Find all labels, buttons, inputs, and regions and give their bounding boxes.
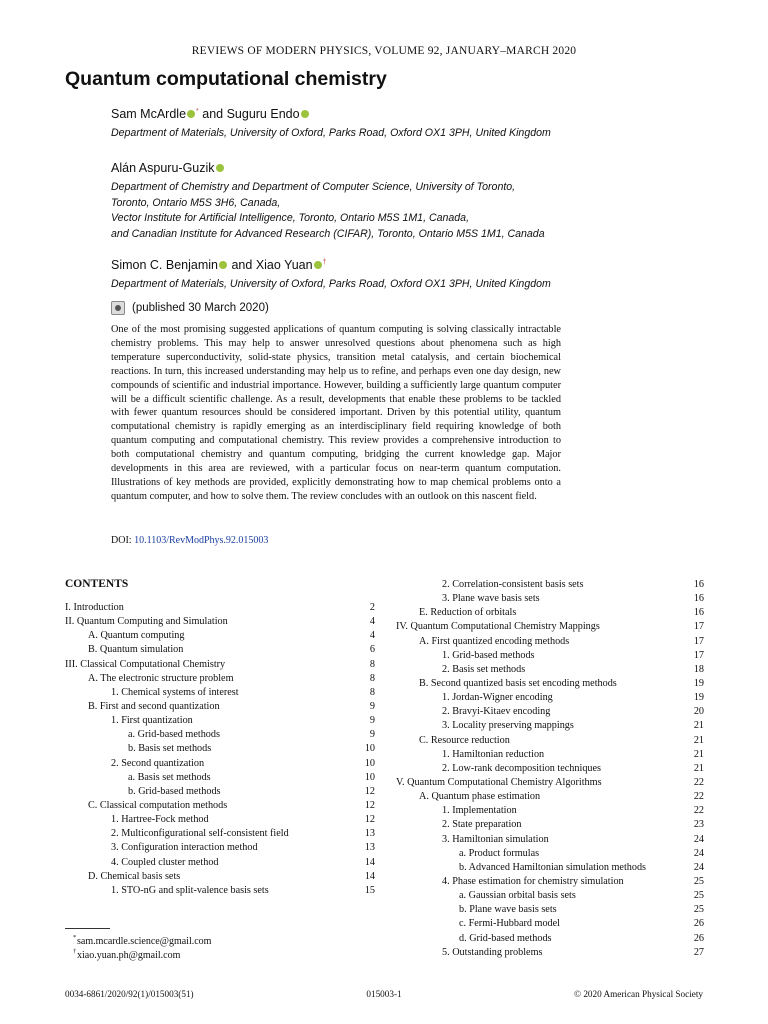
toc-entry-page: 25 (693, 904, 704, 916)
toc-entry[interactable] (65, 742, 375, 756)
toc-entry-page: 17 (693, 649, 704, 661)
toc-entry-page: 4 (369, 616, 375, 628)
toc-entry[interactable] (396, 734, 704, 748)
footnote-mark: * (196, 107, 199, 115)
toc-entry[interactable] (65, 658, 375, 672)
toc-entry-label: a. Product formulas (459, 847, 540, 859)
toc-entry-label: 1. Hartree-Fock method (111, 814, 209, 826)
toc-entry[interactable] (396, 917, 704, 931)
affiliation-line: Toronto, Ontario M5S 3H6, Canada, (111, 196, 281, 209)
toc-entry-label: 1. First quantization (111, 715, 193, 727)
toc-entry[interactable] (396, 606, 704, 620)
toc-entry[interactable] (396, 903, 704, 917)
toc-entry[interactable] (396, 762, 704, 776)
toc-entry[interactable] (396, 861, 704, 875)
toc-entry[interactable] (65, 643, 375, 657)
toc-entry[interactable] (396, 677, 704, 691)
affiliation-line: Department of Chemistry and Department of Computer Science, University of Toronto, (111, 181, 516, 193)
footnote-divider (65, 928, 110, 929)
toc-entry[interactable] (396, 790, 704, 804)
toc-entry-page: 14 (364, 870, 375, 882)
toc-entry-label: B. Second quantized basis set encoding methods (419, 677, 617, 689)
toc-entry[interactable] (65, 884, 375, 898)
toc-entry-label: 3. Configuration interaction method (111, 842, 258, 854)
toc-entry[interactable] (396, 932, 704, 946)
toc-entry[interactable] (65, 714, 375, 728)
toc-entry-page: 2 (369, 602, 375, 613)
contents-heading: CONTENTS (65, 578, 129, 590)
affiliation-line: and Canadian Institute for Advanced Research (CIFAR), Toronto, Ontario M5S 1M1, Canada (111, 227, 545, 240)
toc-entry[interactable] (65, 601, 375, 615)
author-name[interactable]: Xiao Yuan (255, 258, 313, 272)
toc-entry-label: V. Quantum Computational Chemistry Algorithms (396, 776, 602, 788)
toc-entry-page: 21 (693, 720, 704, 732)
toc-entry-page: 13 (364, 842, 375, 854)
toc-entry[interactable] (396, 592, 704, 606)
toc-entry-page: 16 (693, 593, 704, 605)
toc-entry-page: 14 (364, 856, 375, 868)
toc-entry[interactable] (396, 705, 704, 719)
toc-entry-label: A. The electronic structure problem (88, 672, 234, 684)
toc-entry-label: 1. Grid-based methods (442, 649, 535, 661)
toc-entry-label: B. Quantum simulation (88, 644, 184, 656)
toc-entry-page: 24 (693, 861, 704, 873)
toc-entry-page: 19 (693, 677, 704, 689)
toc-entry-label: a. Grid-based methods (128, 729, 220, 741)
toc-entry[interactable] (396, 818, 704, 832)
toc-entry[interactable] (65, 856, 375, 870)
toc-entry-page: 24 (693, 847, 704, 859)
toc-entry[interactable] (65, 757, 375, 771)
toc-entry[interactable] (65, 700, 375, 714)
toc-entry-label: b. Basis set methods (128, 743, 212, 755)
toc-entry-page: 22 (693, 805, 704, 817)
toc-entry-page: 21 (693, 762, 704, 774)
affiliation-block (111, 180, 711, 242)
toc-entry-page: 25 (693, 890, 704, 902)
footnote (73, 948, 181, 961)
author-conjunction: and (228, 258, 256, 272)
toc-entry-label: I. Introduction (65, 602, 124, 613)
paper-title: Quantum computational chemistry (65, 68, 387, 90)
toc-entry-label: 5. Outstanding problems (442, 946, 543, 958)
toc-entry-page: 19 (693, 692, 704, 704)
toc-entry-label: C. Classical computation methods (88, 799, 228, 811)
toc-entry-label: 1. STO-nG and split-valence basis sets (111, 884, 269, 896)
affiliation-line: Vector Institute for Artificial Intelligence, Toronto, Ontario M5S 1M1, Canada, (111, 212, 470, 224)
toc-entry[interactable] (65, 615, 375, 629)
orcid-icon[interactable] (216, 164, 224, 172)
orcid-icon[interactable] (301, 110, 309, 118)
toc-entry-page: 12 (364, 814, 375, 826)
toc-entry-label: 1. Hamiltonian reduction (442, 748, 545, 760)
footer-page-number: 015003-1 (366, 989, 402, 999)
doi-label: DOI: (111, 535, 135, 546)
affiliation: Department of Materials, University of Oxford, Parks Road, Oxford OX1 3PH, United Kingdom (111, 278, 551, 290)
author-name[interactable]: Sam McArdle (111, 107, 187, 121)
toc-entry-page: 21 (693, 748, 704, 760)
toc-entry-label: b. Advanced Hamiltonian simulation methods (459, 861, 647, 873)
toc-entry-page: 8 (369, 658, 375, 670)
toc-entry-label: 4. Coupled cluster method (111, 856, 219, 868)
toc-entry[interactable] (396, 875, 704, 889)
toc-entry[interactable] (65, 771, 375, 785)
author-line-1 (111, 107, 310, 121)
toc-entry-page: 10 (364, 771, 375, 783)
toc-entry-label: a. Basis set methods (128, 771, 211, 783)
toc-entry[interactable] (396, 649, 704, 663)
toc-entry-page: 20 (693, 706, 704, 718)
orcid-icon[interactable] (187, 110, 195, 118)
toc-entry-label: 1. Implementation (442, 805, 517, 817)
toc-entry-page: 26 (693, 932, 704, 944)
toc-entry-label: 3. Plane wave basis sets (442, 593, 540, 605)
toc-entry[interactable] (65, 841, 375, 855)
toc-entry-page: 9 (369, 715, 375, 727)
toc-entry-page: 27 (693, 946, 704, 958)
toc-entry-label: 2. Basis set methods (442, 663, 526, 675)
toc-entry-page: 10 (364, 757, 375, 769)
toc-entry[interactable] (65, 728, 375, 742)
toc-entry-page: 12 (364, 799, 375, 811)
toc-entry-page: 13 (364, 828, 375, 840)
toc-entry-label: 2. Low-rank decomposition techniques (442, 762, 602, 774)
toc-entry-page: 12 (364, 785, 375, 797)
toc-entry-label: d. Grid-based methods (459, 932, 552, 944)
author-name[interactable]: Alán Aspuru-Guzik (111, 161, 215, 175)
footnote (73, 934, 212, 947)
toc-entry[interactable] (65, 827, 375, 841)
toc-entry-page: 6 (369, 644, 375, 656)
toc-entry[interactable] (396, 748, 704, 762)
toc-entry-page: 16 (693, 579, 704, 590)
orcid-icon[interactable] (314, 261, 322, 269)
footnote-mark: † (73, 948, 77, 955)
toc-entry-page: 10 (364, 743, 375, 755)
author-name[interactable]: Suguru Endo (226, 107, 300, 121)
toc-entry-page: 25 (693, 875, 704, 887)
toc-entry[interactable] (396, 889, 704, 903)
footnote-email[interactable]: xiao.yuan.ph@gmail.com (77, 950, 181, 961)
toc-entry-label: b. Plane wave basis sets (459, 904, 557, 916)
toc-entry-label: 4. Phase estimation for chemistry simulation (442, 875, 624, 887)
toc-entry[interactable] (396, 663, 704, 677)
toc-entry[interactable] (396, 804, 704, 818)
footer-issn: 0034-6861/2020/92(1)/015003(51) (65, 989, 194, 999)
toc-entry-page: 22 (693, 791, 704, 803)
toc-entry-page: 24 (693, 833, 704, 845)
author-conjunction: and (198, 107, 227, 121)
toc-entry[interactable] (65, 799, 375, 813)
toc-entry-page: 18 (693, 663, 704, 675)
journal-header: REVIEWS OF MODERN PHYSICS, VOLUME 92, JANUARY–MARCH 2020 (191, 45, 577, 57)
toc-entry-label: 2. Multiconfigurational self-consistent field (111, 828, 289, 840)
toc-entry-label: III. Classical Computational Chemistry (65, 658, 226, 670)
toc-entry-label: B. First and second quantization (88, 700, 220, 712)
doi-line (111, 535, 268, 546)
footnote-email[interactable]: sam.mcardle.science@gmail.com (77, 936, 212, 947)
toc-entry[interactable] (396, 578, 704, 592)
author-line-2 (111, 161, 225, 175)
publication-info (111, 301, 269, 315)
toc-entry[interactable] (396, 719, 704, 733)
abstract: One of the most promising suggested applications of quantum computing is solving classically intractable chemistry problems. This may help to answer unresolved questions about phenomena such as high temperature superconductivity, solid-state physics, transition metal catalysis, and certain biochemical reactions. In turn, this increased understanding may help us to refine, and perhaps even one day design, new compounds of scientific and industrial importance. However, building a sufficiently large quantum computer will be a difficult scientific challenge. As a result, developments that enable these problems to be tackled with fewer quantum resources should be considered important. Driven by this potential utility, quantum computational chemistry is rapidly emerging as an interdisciplinary field requiring knowledge of both quantum computing and computational chemistry. This review provides a comprehensive introduction to both computational chemistry and quantum computing, bridging the current knowledge gap. Major developments in this area are reviewed, with a particular focus on near-term quantum computation. Illustrations of key methods are provided, explicitly demonstrating how to map chemical problems onto a quantum computer, and how to solve them. The review concludes with an outlook on this nascent field. (111, 324, 561, 502)
toc-entry-label: 1. Chemical systems of interest (111, 686, 239, 698)
toc-entry-page: 9 (369, 729, 375, 741)
doi-link[interactable]: 10.1103/RevModPhys.92.015003 (134, 535, 269, 546)
toc-entry-page: 9 (369, 700, 375, 712)
toc-entry[interactable] (65, 686, 375, 700)
toc-entry-page: 21 (693, 734, 704, 746)
toc-entry-page: 8 (369, 686, 375, 698)
toc-entry-label: A. First quantized encoding methods (419, 635, 570, 647)
toc-entry[interactable] (396, 776, 704, 790)
toc-entry-page: 4 (369, 630, 375, 642)
toc-entry-label: a. Gaussian orbital basis sets (459, 890, 576, 902)
toc-entry-page: 16 (693, 607, 704, 619)
toc-entry-label: 1. Jordan-Wigner encoding (442, 692, 553, 704)
toc-entry[interactable] (65, 785, 375, 799)
toc-entry-page: 23 (693, 819, 704, 831)
toc-entry-label: b. Grid-based methods (128, 785, 221, 797)
orcid-icon[interactable] (219, 261, 227, 269)
toc-entry-label: 3. Hamiltonian simulation (442, 833, 549, 845)
toc-entry-label: A. Quantum phase estimation (419, 791, 541, 803)
toc-entry[interactable] (396, 635, 704, 649)
affiliation: Department of Materials, University of Oxford, Parks Road, Oxford OX1 3PH, United Kingdom (111, 127, 551, 139)
toc-entry[interactable] (396, 946, 704, 960)
toc-entry-page: 26 (693, 918, 704, 930)
author-name[interactable]: Simon C. Benjamin (111, 258, 218, 272)
toc-entry[interactable] (396, 691, 704, 705)
toc-entry-page: 17 (693, 635, 704, 647)
toc-entry[interactable] (65, 813, 375, 827)
toc-entry-label: c. Fermi-Hubbard model (459, 918, 560, 930)
footer-copyright: © 2020 American Physical Society (574, 989, 703, 999)
toc-entry-page: 15 (364, 884, 375, 896)
toc-left-column (65, 601, 375, 898)
footnote-mark: * (73, 934, 77, 941)
toc-entry[interactable] (396, 847, 704, 861)
toc-entry-label: II. Quantum Computing and Simulation (65, 616, 228, 628)
toc-entry[interactable] (65, 870, 375, 884)
toc-entry-label: 2. State preparation (442, 819, 522, 831)
crossmark-icon[interactable] (111, 301, 125, 315)
toc-entry-page: 22 (693, 776, 704, 788)
published-date: (published 30 March 2020) (132, 302, 269, 315)
toc-entry-label: C. Resource reduction (419, 734, 510, 746)
toc-entry-label: 2. Bravyi-Kitaev encoding (442, 706, 551, 718)
toc-entry-label: 2. Second quantization (111, 757, 205, 769)
footnote-mark: † (322, 258, 327, 266)
toc-entry[interactable] (396, 620, 704, 634)
toc-entry-label: 3. Locality preserving mappings (442, 720, 574, 732)
toc-right-column (396, 578, 704, 960)
toc-entry-label: E. Reduction of orbitals (419, 607, 517, 619)
toc-entry-label: A. Quantum computing (88, 630, 185, 642)
toc-entry[interactable] (65, 672, 375, 686)
toc-entry-label: IV. Quantum Computational Chemistry Mappings (396, 621, 600, 633)
toc-entry-page: 8 (369, 672, 375, 684)
toc-entry-label: D. Chemical basis sets (88, 870, 181, 882)
author-line-3 (111, 258, 327, 272)
toc-entry[interactable] (396, 833, 704, 847)
toc-entry-label: 2. Correlation-consistent basis sets (442, 579, 584, 590)
toc-entry[interactable] (65, 629, 375, 643)
toc-entry-page: 17 (693, 621, 704, 633)
